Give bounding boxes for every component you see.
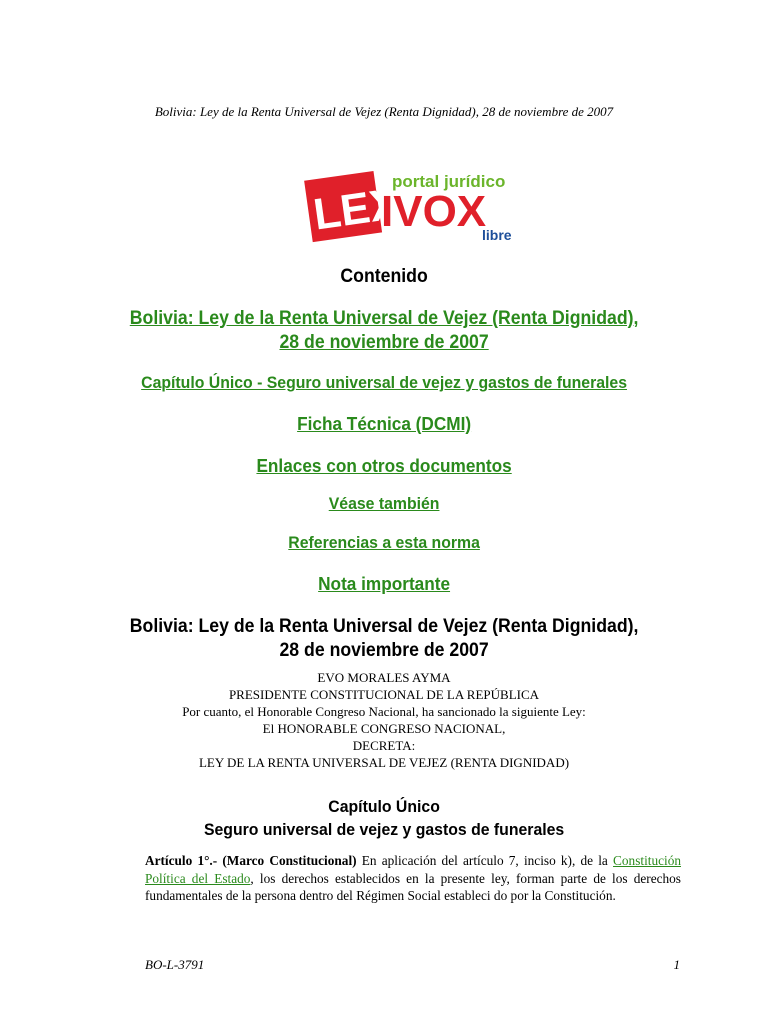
footer-page-number: 1 — [673, 957, 680, 972]
law-preamble — [0, 669, 768, 771]
preamble-line: Por cuanto, el Honorable Congreso Nacional, ha sancionado la siguiente Ley: — [182, 704, 586, 719]
toc-link-law-title[interactable] — [0, 307, 768, 355]
chapter-title — [0, 795, 768, 841]
logo-libre-text: libre — [482, 227, 512, 243]
law-title-line2: 28 de noviembre de 2007 — [279, 640, 489, 661]
preamble-line: DECRETA: — [352, 738, 416, 753]
chapter-title-line2: Seguro universal de vejez y gastos de funerales — [203, 820, 565, 839]
article-1-label: Artículo 1°.- (Marco Constitucional) — [145, 853, 357, 868]
logo-vox-text: IVOX — [381, 187, 487, 236]
lexivox-logo — [304, 160, 526, 246]
toc-link-referencias[interactable]: Referencias a esta norma — [288, 533, 480, 552]
toc-link-enlaces[interactable]: Enlaces con otros documentos — [256, 455, 512, 476]
preamble-line: El HONORABLE CONGRESO NACIONAL, — [262, 721, 506, 736]
preamble-line: LEY DE LA RENTA UNIVERSAL DE VEJEZ (RENTA DIGNIDAD) — [198, 755, 570, 770]
article-1-text-after: , los derechos establecidos en la presente ley, forman parte de los derechos fundamentales de la persona dentro del Régimen Social estableci do por la Constitución. — [145, 870, 681, 903]
footer-document-code: BO-L-3791 — [145, 957, 205, 972]
preamble-line: EVO MORALES AYMA — [317, 670, 451, 685]
preamble-line: PRESIDENTE CONSTITUCIONAL DE LA REPÚBLICA — [228, 687, 540, 702]
running-header: Bolivia: Ley de la Renta Universal de Vejez (Renta Dignidad), 28 de noviembre de 2007 — [154, 104, 614, 119]
toc-link-ficha-tecnica[interactable]: Ficha Técnica (DCMI) — [297, 413, 472, 434]
contents-heading: Contenido — [340, 266, 428, 287]
logo-portal-text: portal jurídico — [392, 172, 506, 191]
toc-link-law-title-line1[interactable]: Bolivia: Ley de la Renta Universal de Vejez (Renta Dignidad), — [129, 308, 639, 329]
article-1-text-before: En aplicación del artículo 7, inciso k), de la — [356, 853, 614, 868]
toc-link-law-title-line2[interactable]: 28 de noviembre de 2007 — [279, 332, 489, 353]
logo-lex-text: LEX — [310, 179, 403, 240]
toc-link-nota-importante[interactable]: Nota importante — [318, 573, 451, 594]
constitution-link[interactable]: Constitución Política del Estado — [145, 853, 681, 886]
law-title — [0, 615, 768, 663]
article-1 — [145, 852, 681, 905]
toc-link-vease-tambien[interactable]: Véase también — [328, 494, 440, 513]
law-title-line1: Bolivia: Ley de la Renta Universal de Vejez (Renta Dignidad), — [129, 616, 639, 637]
chapter-title-line1: Capítulo Único — [328, 797, 440, 816]
toc-link-chapter[interactable]: Capítulo Único - Seguro universal de vejez y gastos de funerales — [141, 373, 628, 392]
